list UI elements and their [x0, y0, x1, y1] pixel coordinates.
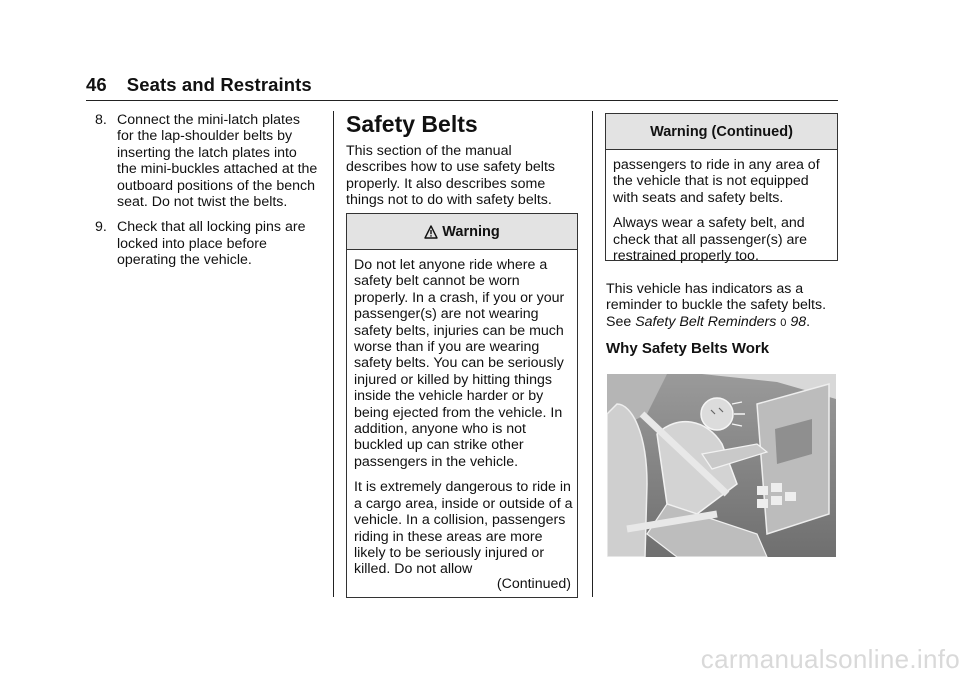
list-item-number: 9. [95, 219, 107, 236]
safety-belt-reminders-link[interactable]: Safety Belt Reminders [635, 313, 777, 330]
instruction-list [95, 112, 320, 278]
crash-test-dummy-illustration [607, 374, 836, 557]
warning-continued-box [605, 113, 838, 265]
page-header [86, 74, 312, 96]
list-item [95, 219, 320, 268]
note-end: . [806, 313, 811, 330]
warning-paragraph: Do not let anyone ride where a safety belt cannot be worn properly. In a crash, if you or your passenger(s) are not wearing safety belts, injuries can be much worse than if you are wearing safety belts. You can be seriously injured or killed by hitting things inside the vehicle harder or by being ejected from the vehicle. In addition, anyone who is not buckled up can strike other passengers in the vehicle. [354, 257, 565, 470]
warning-continued-body [613, 157, 833, 273]
header-rule [86, 100, 838, 101]
warning-triangle-icon [424, 225, 438, 239]
continued-label: (Continued) [496, 576, 571, 592]
subsection-heading: Why Safety Belts Work [606, 340, 770, 357]
warning-header [347, 214, 577, 250]
warning-paragraph: passengers to ride in any area of the vehicle that is not equipped with seats and safety belts. [613, 157, 820, 206]
section-title: Seats and Restraints [126, 74, 312, 95]
reminder-note [606, 281, 838, 331]
list-item [95, 112, 320, 210]
section-heading: Safety Belts [346, 111, 478, 137]
watermark: carmanualsonline.info [700, 644, 960, 674]
list-item-number: 8. [95, 112, 107, 128]
list-item-text: Check that all locking pins are locked into place before operating the vehicle. [117, 219, 306, 269]
warning-paragraph: It is extremely dangerous to ride in a cargo area, inside or outside of a vehicle. In a collision, passengers riding in these areas are more likely to be seriously injured or killed. Do not allow [354, 479, 573, 578]
warning-body [354, 257, 574, 587]
warning-continued-header: Warning (Continued) [606, 114, 837, 150]
list-item-text: Connect the mini-latch plates for the lap-shoulder belts by inserting the latch plates into the mini-buckles attached at the outboard positions of the bench seat. Do not twist the belts. [117, 112, 318, 211]
column-divider-right [592, 111, 593, 597]
column-divider-left [333, 111, 334, 597]
warning-paragraph: Always wear a safety belt, and check that all passenger(s) are restrained properly too. [613, 215, 807, 265]
note-text: This vehicle has indicators as a reminder to buckle the safety belts. See [606, 281, 827, 330]
warning-box [346, 213, 578, 598]
page-reference[interactable]: 98 [790, 313, 807, 330]
warning-title: Warning [442, 223, 500, 240]
page-number: 46 [86, 74, 107, 95]
intro-paragraph: This section of the manual describes how to use safety belts properly. It also describes some things not to do with safety belts. [346, 143, 555, 209]
page-reference-arrow-icon: 0 [780, 316, 787, 329]
